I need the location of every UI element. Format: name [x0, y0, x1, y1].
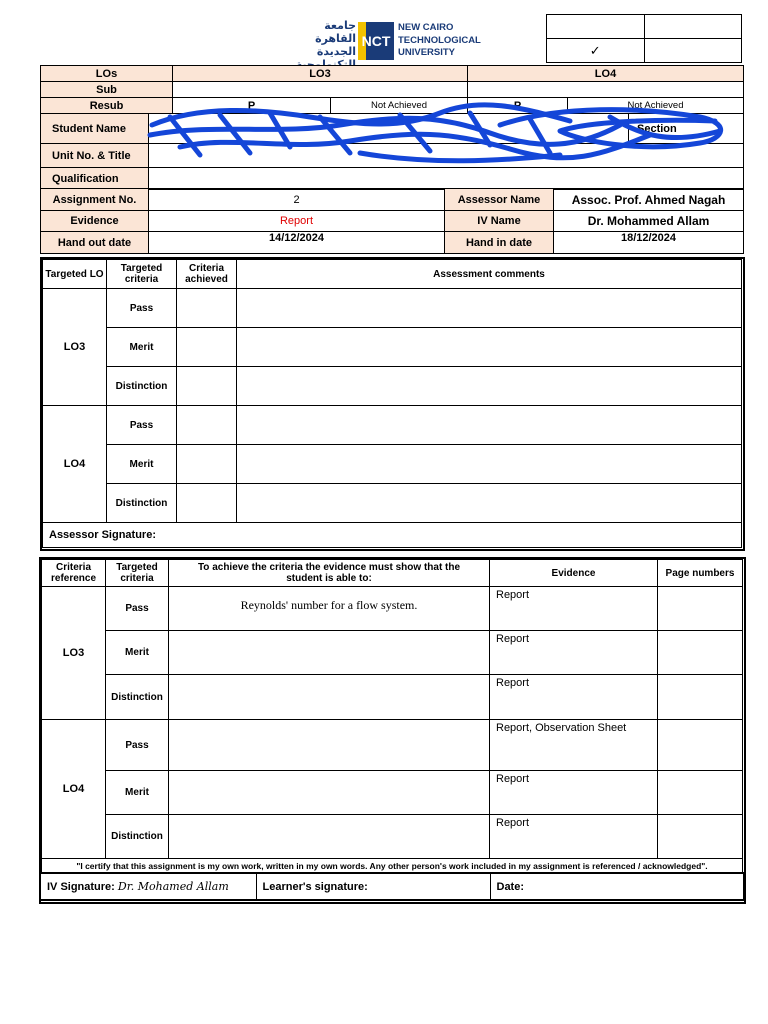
checkbox-cell[interactable] [644, 39, 742, 63]
page-numbers-cell[interactable] [658, 771, 743, 815]
logo-english-text [398, 22, 481, 62]
qualification-label: Qualification [41, 168, 149, 190]
check-icon: ✓ [589, 42, 601, 58]
logo-english-line3: UNIVERSITY [398, 47, 456, 58]
page-numbers-cell[interactable] [658, 587, 743, 631]
logo-arabic-line3: التكنولوجية [295, 59, 356, 71]
university-logo [276, 20, 481, 71]
criteria-achieved-cell[interactable] [177, 445, 237, 484]
iv-signature-label: IV Signature: [47, 881, 115, 893]
lo4-header: LO4 [468, 66, 744, 82]
description-cell[interactable] [169, 720, 490, 771]
criteria-table [41, 559, 743, 873]
unit-label: Unit No. & Title [41, 144, 149, 168]
lo4-criteria-label: LO4 [42, 720, 106, 859]
assessor-signature: Assessor Signature: [43, 523, 742, 548]
assessor-name-value: Assoc. Prof. Ahmed Nagah [554, 189, 744, 211]
col-targeted-criteria: Targeted criteria [106, 560, 169, 587]
hand-in-date-value: 18/12/2024 [554, 232, 744, 254]
iv-name-value: Dr. Mohammed Allam [554, 211, 744, 232]
evidence-cell: Report [490, 771, 658, 815]
status-checkbox-grid [546, 14, 742, 63]
logo-badge-text: NCT [361, 33, 391, 49]
evidence-cell: Report [490, 631, 658, 675]
learner-signature-label: Learner's signature: [256, 873, 490, 900]
col-assessment-comments: Assessment comments [237, 260, 742, 289]
criteria-level: Distinction [107, 367, 177, 406]
page-numbers-cell[interactable] [658, 720, 743, 771]
comment-cell[interactable] [237, 289, 742, 328]
col-targeted-criteria: Targeted criteria [107, 260, 177, 289]
criteria-level: Distinction [107, 484, 177, 523]
description-cell[interactable] [169, 631, 490, 675]
date-label: Date: [490, 873, 744, 900]
lo3-criteria-label: LO3 [42, 587, 106, 720]
lo4-row-label: LO4 [43, 406, 107, 523]
comment-cell[interactable] [237, 328, 742, 367]
page-numbers-cell[interactable] [658, 631, 743, 675]
criteria-achieved-cell[interactable] [177, 328, 237, 367]
description-cell[interactable] [169, 675, 490, 720]
evidence-cell: Report [490, 815, 658, 859]
criteria-level: Pass [107, 289, 177, 328]
hand-in-date-label: Hand in date [445, 232, 554, 254]
logo-badge [358, 22, 394, 60]
iv-signature-value: Dr. Mohamed Allam [117, 880, 229, 893]
criteria-level: Pass [106, 587, 169, 631]
comment-cell[interactable] [237, 445, 742, 484]
evidence-cell: Report [490, 587, 658, 631]
col-page-numbers: Page numbers [658, 560, 743, 587]
logo-arabic-line1: جامعة [324, 20, 356, 32]
resub-label: Resub [41, 98, 173, 114]
iv-signature-cell [40, 873, 256, 900]
checkbox-cell[interactable] [547, 15, 645, 39]
lo3-header: LO3 [173, 66, 468, 82]
los-label: LOs [41, 66, 173, 82]
hand-out-date-value: 14/12/2024 [149, 232, 445, 254]
description-cell[interactable] [169, 771, 490, 815]
logo-english-line2: TECHNOLOGICAL [398, 34, 481, 46]
evidence-value: Report [149, 211, 445, 232]
criteria-level: Pass [107, 406, 177, 445]
criteria-achieved-cell[interactable] [177, 484, 237, 523]
assignment-no-value: 2 [149, 189, 445, 211]
hand-out-date-label: Hand out date [41, 232, 149, 254]
criteria-achieved-cell[interactable] [177, 289, 237, 328]
criteria-level: Merit [107, 445, 177, 484]
resub-lo3-grade: P [173, 98, 331, 114]
col-evidence: Evidence [490, 560, 658, 587]
student-name-label: Student Name [41, 114, 149, 144]
criteria-level: Merit [107, 328, 177, 367]
comment-cell[interactable] [237, 406, 742, 445]
resub-lo4-grade: P [468, 98, 568, 114]
resub-lo3-status: Not Achieved [331, 98, 468, 114]
section-label: Section [629, 114, 744, 144]
description-cell[interactable] [169, 815, 490, 859]
sub-label: Sub [41, 82, 173, 98]
criteria-achieved-cell[interactable] [177, 406, 237, 445]
criteria-level: Merit [106, 771, 169, 815]
page-numbers-cell[interactable] [658, 815, 743, 859]
lo3-row-label: LO3 [43, 289, 107, 406]
criteria-achieved-cell[interactable] [177, 367, 237, 406]
declaration-text: "I certify that this assignment is my own work, written in my own words. Any other person's work included in my assignment is referenced / acknowledged". [42, 859, 743, 873]
lo3-pass-description: Reynolds' number for a flow system. [169, 587, 490, 631]
col-criteria-reference: Criteria reference [42, 560, 106, 587]
signature-table [39, 872, 745, 901]
assignment-info-table [40, 188, 744, 254]
logo-english-line1: NEW CAIRO [398, 22, 454, 33]
page-numbers-cell[interactable] [658, 675, 743, 720]
criteria-level: Pass [106, 720, 169, 771]
checkbox-cell-checked[interactable] [547, 39, 645, 63]
criteria-level: Distinction [106, 815, 169, 859]
assessment-table [42, 259, 742, 548]
evidence-cell: Report [490, 675, 658, 720]
criteria-level: Merit [106, 631, 169, 675]
comment-cell[interactable] [237, 484, 742, 523]
criteria-level: Distinction [106, 675, 169, 720]
logo-arabic-line2: القاهرة الجديدة [315, 33, 356, 58]
resub-lo4-status: Not Achieved [568, 98, 744, 114]
col-targeted-lo: Targeted LO [43, 260, 107, 289]
redaction-scribble [140, 95, 740, 175]
col-achieve-description: To achieve the criteria the evidence must show that the student is able to: [169, 560, 490, 587]
logo-arabic-text [276, 20, 356, 71]
comment-cell[interactable] [237, 367, 742, 406]
evidence-cell: Report, Observation Sheet [490, 720, 658, 771]
assessor-name-label: Assessor Name [445, 189, 554, 211]
assignment-no-label: Assignment No. [41, 189, 149, 211]
col-criteria-achieved: Criteria achieved [177, 260, 237, 289]
checkbox-cell[interactable] [644, 15, 742, 39]
iv-name-label: IV Name [445, 211, 554, 232]
evidence-label: Evidence [41, 211, 149, 232]
